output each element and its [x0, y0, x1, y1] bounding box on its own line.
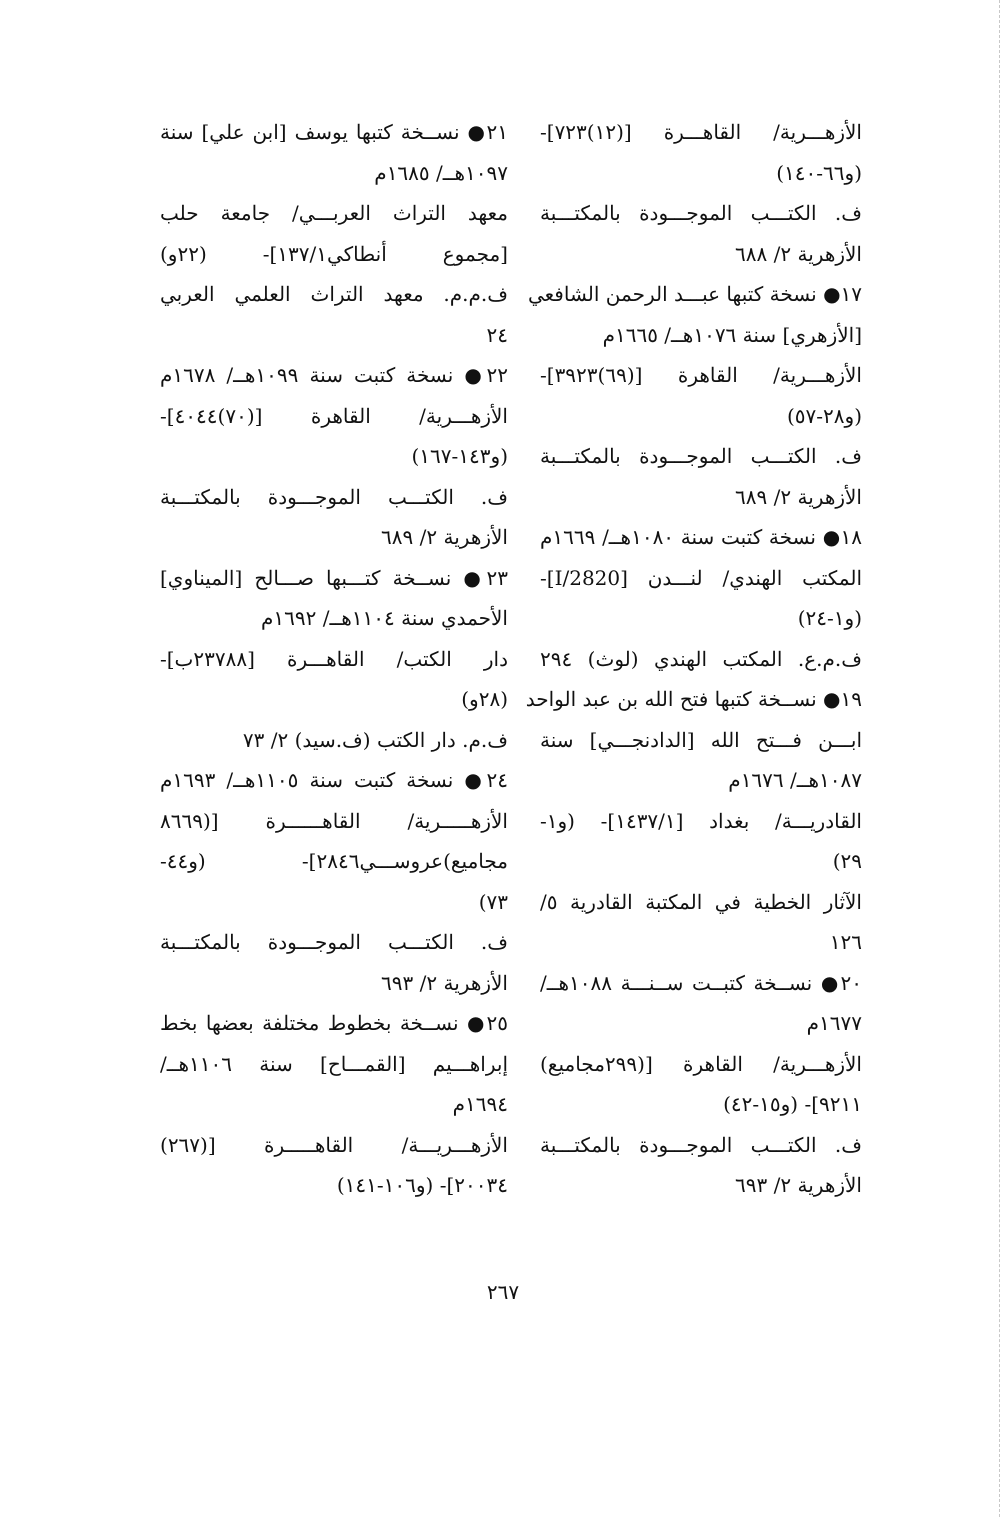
text-line: الأزهرية ٢/ ٦٨٩ — [381, 525, 508, 549]
text-line: ١٩● نســخة كتبها فتح الله بن عبد الواحد — [525, 687, 862, 711]
text-line: ١٢٦ — [829, 930, 862, 954]
text-line: [الأزهري] سنة ١٠٧٦هــ/ ١٦٦٥م — [602, 322, 862, 347]
text-line: الأزهرية ٢/ ٦٨٨ — [735, 241, 862, 266]
text-line: ١٠٨٧هــ/ ١٦٧٦م — [728, 768, 862, 792]
text-line: ٢٩) — [832, 849, 862, 873]
text-line: إبراهـــيم [القمـــاح] سنة ١١٠٦هــ/ — [160, 1051, 508, 1076]
text-line: الأحمدي سنة ١١٠٤هــ/ ١٦٩٢م — [261, 606, 508, 630]
text-line: ٢٣● نســخة كتـــبها صـــالح [الميناوي] — [160, 565, 508, 590]
text-line: الأزهـــــرية/ القاهــــــرة [(٨٦٦٩ — [160, 808, 508, 833]
text-line: الأزهـــرية/ القاهـــرة [(١٢)٧٢٣]- — [540, 120, 862, 144]
text-line: ف. الكتـــب الموجـــودة بالمكتـــبة — [540, 444, 862, 468]
text-line: دار الكتب/ القاهـــرة [٢٣٧٨٨ب]- — [160, 646, 508, 671]
text-line: ٢٤ — [486, 322, 508, 347]
text-line: الأزهرية ٢/ ٦٩٣ — [381, 970, 508, 995]
text-line: ف. الكتـــب الموجـــودة بالمكتـــبة — [160, 930, 508, 954]
text-line: ابـــن فـــتح الله [الدادنجـــي] سنة — [540, 727, 862, 752]
text-line: ١٦٧٧م — [806, 1011, 862, 1035]
left-column — [160, 112, 508, 1206]
text-line: الآثار الخطية في المكتبة القادرية ٥/ — [540, 889, 862, 914]
text-line: المكتب الهندي/ لنـــدن [2820/I]- — [540, 565, 862, 590]
text-line: ف.م. دار الكتب (ف.سيد) ٢/ ٧٣ — [242, 727, 508, 752]
text-line: مجاميع)عروســـي٢٨٤٦]- (و٤٤- — [160, 849, 508, 873]
text-line: ٩٢١١]- (و١٥-٤٢) — [723, 1092, 862, 1116]
text-line: ٢٢● نسخة كتبت سنة ١٠٩٩هــ/ ١٦٧٨م — [160, 363, 508, 387]
text-line: ف. الكتـــب الموجـــودة بالمكتـــبة — [540, 1132, 862, 1157]
text-line: (٢٨و) — [461, 687, 508, 711]
text-line: (و٢٨-٥٧) — [786, 403, 862, 428]
text-line: ف.م.م. معهد التراث العلمي العربي — [160, 282, 508, 306]
text-line: (و١-٢٤) — [797, 606, 862, 630]
text-line: ١٦٩٤م — [452, 1092, 508, 1116]
text-line: ف. الكتـــب الموجـــودة بالمكتـــبة — [160, 484, 508, 509]
text-line: ١٧● نسخة كتبها عبـــد الرحمن الشافعي — [527, 282, 862, 306]
text-line: ٢٠● نســخة كتبــت ســنـــة ١٠٨٨هــ/ — [540, 970, 862, 995]
text-line: (و٦٦-١٤٠) — [776, 160, 862, 185]
text-line: الأزهـــرية/ القاهرة [(٧٠)٤٠٤٤]- — [160, 403, 508, 428]
text-line: الأزهرية ٢/ ٦٩٣ — [735, 1173, 862, 1197]
text-line: ٢٠٠٣٤]- (و١٠٦-١٤١) — [336, 1173, 508, 1197]
text-line: الأزهـــرية/ القاهرة [(٦٩)٣٩٢٣]- — [540, 363, 862, 387]
text-line: ف. الكتـــب الموجـــودة بالمكتـــبة — [540, 201, 862, 225]
text-line: الأزهـــرية/ القاهرة [(٢٩٩مجاميع) — [540, 1051, 862, 1076]
text-line: ف.م.ع. المكتب الهندي (لوث) ٢٩٤ — [540, 646, 862, 671]
text-line: ١٨● نسخة كتبت سنة ١٠٨٠هــ/ ١٦٦٩م — [540, 525, 862, 549]
text-line: [مجموع أنطاكي١٣٧/١]- (٢٢و) — [160, 241, 508, 266]
text-line: ٢٤● نسخة كتبت سنة ١١٠٥هــ/ ١٦٩٣م — [160, 768, 508, 792]
text-line: ٧٣) — [478, 889, 508, 914]
text-line: معهد التراث العربـــي/ جامعة حلب — [160, 201, 508, 225]
right-column — [525, 112, 862, 1206]
page-number: ٢٦٧ — [486, 1280, 520, 1304]
text-line: القادريـــة/ بغداد [١٤٣٧/١]- (و١- — [540, 808, 862, 833]
text-line: الأزهـــريـــة/ القاهـــــرة [(٢٦٧) — [160, 1132, 508, 1157]
text-line: ٢٥● نســخة بخطوط مختلفة بعضها بخط — [160, 1011, 508, 1035]
text-line: ١٠٩٧هــ/ ١٦٨٥م — [374, 160, 508, 185]
text-line: الأزهرية ٢/ ٦٨٩ — [735, 484, 862, 509]
text-line: (و١٤٣-١٦٧) — [411, 444, 508, 468]
text-line: ٢١● نســخة كتبها يوسف [ابن علي] سنة — [160, 120, 508, 144]
